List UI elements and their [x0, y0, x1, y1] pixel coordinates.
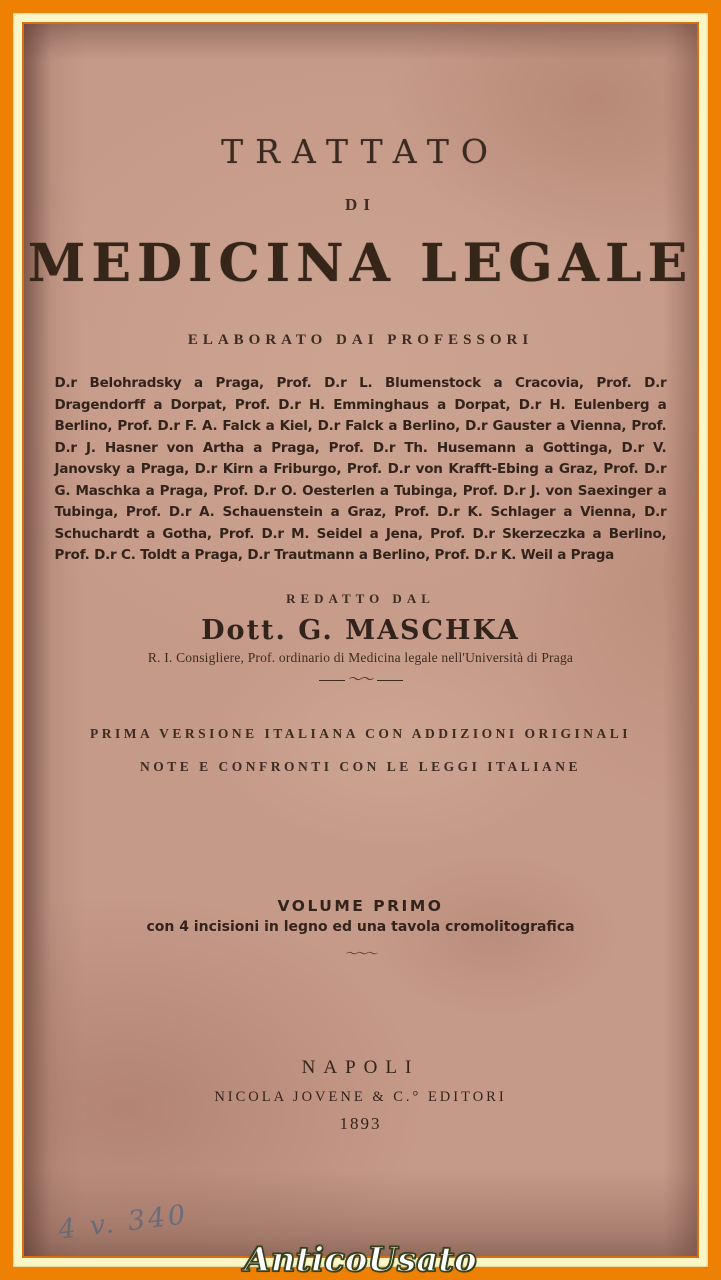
divider-rule-right [377, 680, 403, 681]
subtitle-elaborato: ELABORATO DAI PROFESSORI [187, 332, 534, 348]
squiggle-ornament-icon: 〜〜〜 [345, 945, 376, 961]
redatto-label: REDATTO DAL [286, 590, 435, 606]
anticousato-watermark: AnticoUsato [244, 1240, 477, 1280]
page-content [24, 24, 697, 1256]
professors-list: D.r Belohradsky a Praga, Prof. D.r L. Blumenstock a Cracovia, Prof. D.r Dragendorff a Dorpat, Prof. D.r H. Emminghaus a Dorpat, D.r H. Eulenberg a Berlino, Prof. D.r F. A. Falck a Kiel, D.r Falck a Berlino, D.r Gauster a Vienna, Prof. D.r J. Hasner von Artha a Praga, Prof. D.r Th. Husemann a Gottinga, D.r V. Janovsky a Praga, D.r Kirn a Friburgo, Prof. D.r von Krafft-Ebing a Graz, Prof. D.r G. Maschka a Praga, Prof. D.r O. Oesterlen a Tubinga, Prof. D.r J. von Saexinger a Tubinga, Prof. D.r A. Schauenstein a Graz, Prof. D.r K. Schlager a Vienna, D.r Schuchardt a Gotha, Prof. D.r M. Seidel a Jena, Prof. D.r Skerzeczka a Berlino, Prof. D.r C. Toldt a Praga, D.r Trautmann a Berlino, Prof. D.r K. Weil a Praga [54, 375, 667, 563]
flourish-icon: 〜〜 [348, 672, 373, 688]
handwritten-shelf-mark: 4 v. 340 [56, 1199, 190, 1246]
author-divider-ornament [24, 672, 697, 688]
volume-label: VOLUME PRIMO [277, 896, 444, 915]
author-name: Dott. G. MASCHKA [201, 614, 520, 646]
imprint-publisher: NICOLA JOVENE & C.° EDITORI [214, 1088, 507, 1105]
author-title: R. I. Consigliere, Prof. ordinario di Medicina legale nell'Università di Praga [147, 649, 574, 665]
book-title-di: DI [345, 195, 376, 214]
book-title-main: MEDICINA LEGALE [27, 233, 694, 294]
edition-statement-line2: NOTE E CONFRONTI CON LE LEGGI ITALIANE [139, 758, 582, 774]
book-title-page [22, 22, 699, 1258]
imprint-city: NAPOLI [301, 1056, 420, 1078]
divider-rule-left [319, 680, 345, 681]
volume-note: con 4 incisioni in legno ed una tavola cromolitografica [146, 918, 575, 935]
imprint-year: 1893 [339, 1113, 382, 1133]
book-title-part1: TRATTATO [221, 132, 500, 171]
edition-statement-line1: PRIMA VERSIONE ITALIANA CON ADDIZIONI ORIGINALI [90, 725, 631, 741]
